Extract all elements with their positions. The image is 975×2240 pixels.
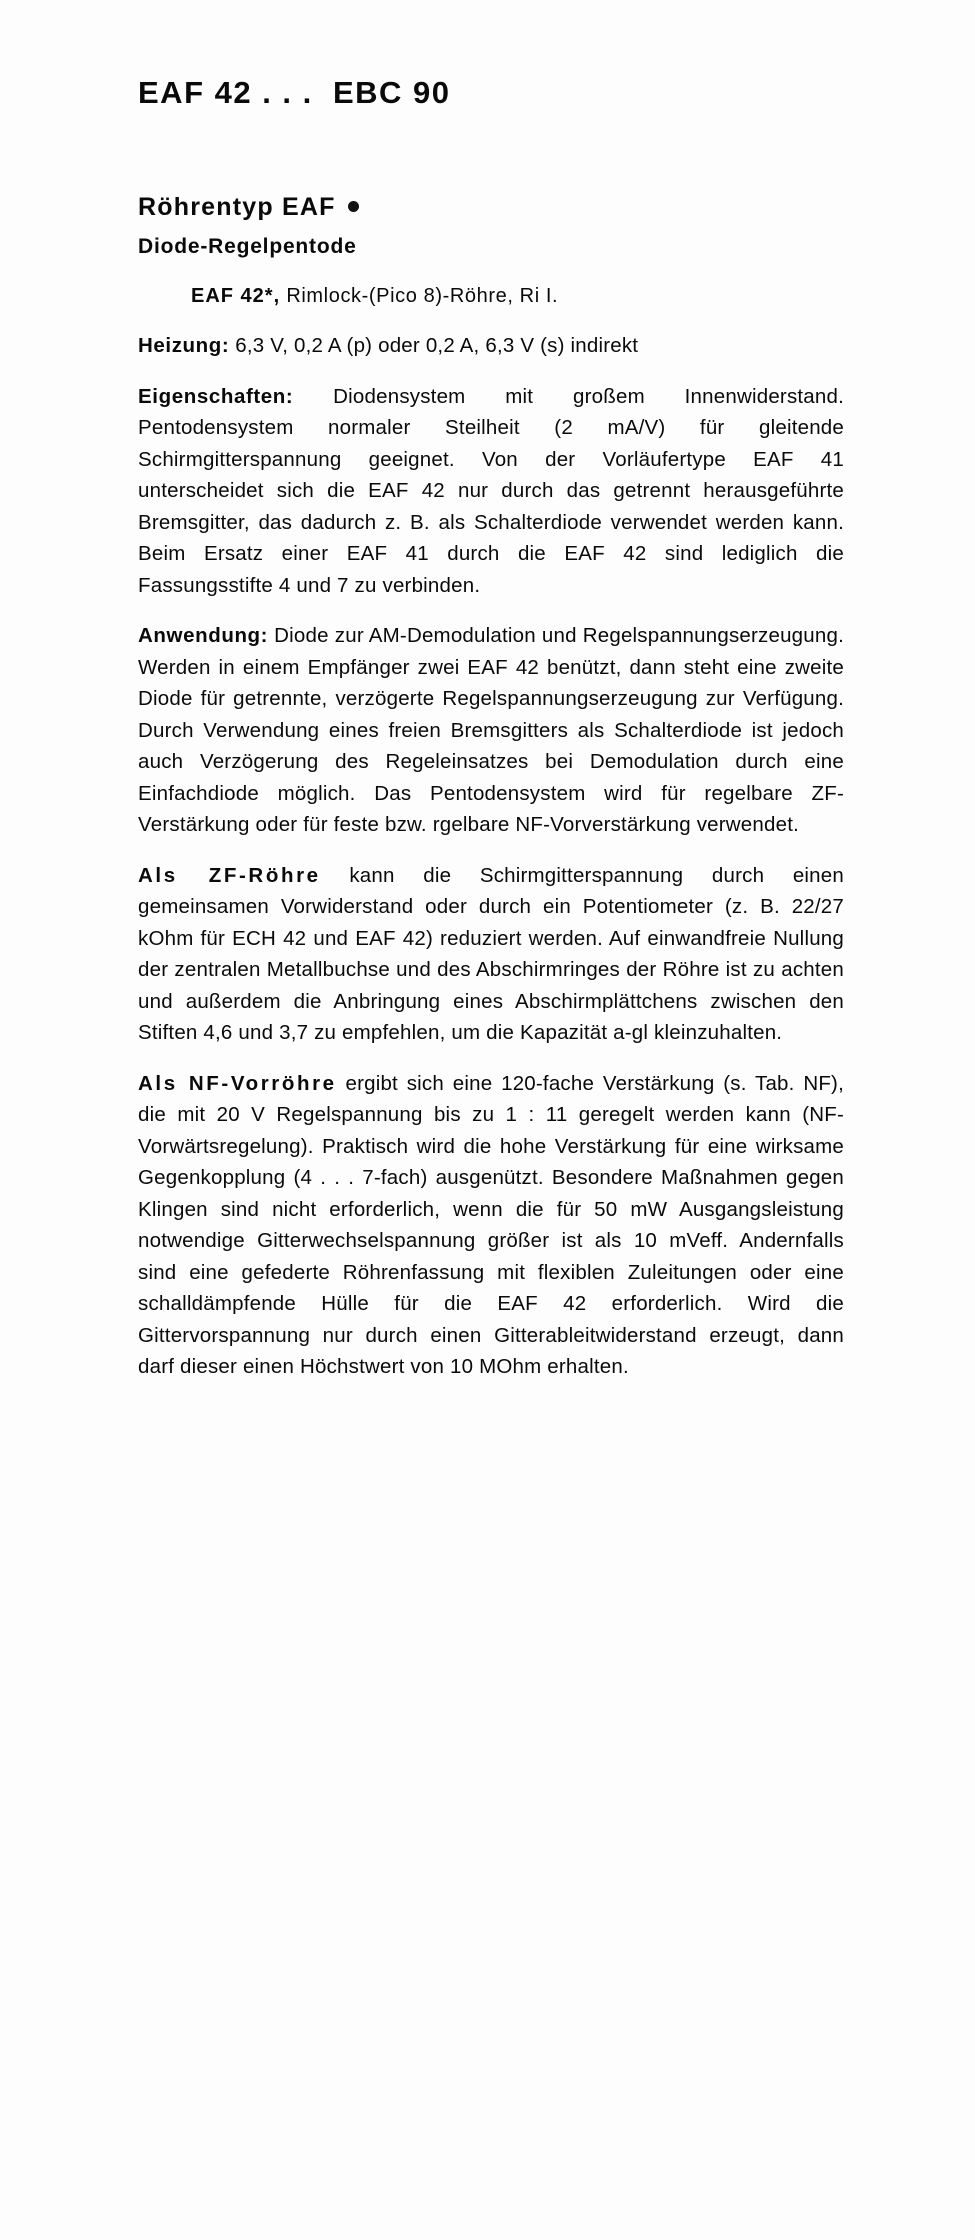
type-designation-rest: Rimlock-(Pico 8)-Röhre, Ri I. — [286, 285, 559, 307]
section-lead: Anwendung: — [138, 624, 269, 647]
section-lead: Eigenschaften: — [138, 384, 294, 408]
section-body: kann die Schirmgitterspannung durch einen gemeinsamen Vorwiderstand oder durch ein Potentiometer (z. B. 22/27 kOhm für ECH 42 und EAF 42) reduziert werden. Auf einwandfreie Nullung der zentralen Metallbuchse und des Abschirmringes der Röhre ist zu achten und außerdem die Anbringung eines Abschirmplättchens zwischen den Stiften 4,6 und 3,7 zu empfehlen, um die Kapazität a-gl kleinzuhalten. — [138, 863, 844, 1044]
section-lead: Als NF-Vorröhre — [138, 1071, 337, 1095]
section-eigenschaften — [138, 381, 844, 602]
section-zf-roehre — [138, 860, 844, 1049]
page-subtitle: Diode-Regelpentode — [138, 235, 357, 258]
section-anwendung — [138, 620, 844, 841]
section-body: ergibt sich eine 120-fache Verstärkung (s. Tab. NF), die mit 20 V Regelspannung bis zu 1 : 11 geregelt werden kann (NF-Vorwärtsregelung). Praktisch wird die hohe Verstärkung für eine wirksame Gegenkopplung (4 . . . 7-fach) ausgenützt. Besondere Maßnahmen gegen Klingen sind nicht erforderlich, wenn die für 50 mW Ausgangsleistung notwendige Gitterwechselspannung größer ist als 10 mVeff. Andernfalls sind eine gefederte Röhrenfassung mit flexiblen Zuleitungen oder eine schalldämpfende Hülle für die EAF 42 erforderlich. Wird die Gittervorspannung nur durch einen Gitterableitwiderstand erzeugt, dann darf dieser einen Höchstwert von 10 MOhm erhalten. — [138, 1071, 844, 1378]
running-head: EAF 42 . . . EBC 90 — [138, 75, 451, 110]
section-body: Diode zur AM-Demodulation und Regelspannungserzeugung. Werden in einem Empfänger zwei EAF 42 benützt, dann steht eine zweite Diode für getrennte, verzögerte Regelspannungserzeugung zur Verfügung. Durch Verwendung eines freien Bremsgitters als Schalterdiode ist jedoch auch Verzögerung des Regeleinsatzes bei Demodulation durch eine Einfachdiode möglich. Das Pentodensystem wird für regelbare ZF-Verstärkung oder für feste bzw. rgelbare NF-Vorverstärkung verwendet. — [138, 624, 844, 836]
paragraph — [138, 1068, 844, 1383]
section-body: Diodensystem mit großem Innenwiderstand. Pentodensystem normaler Steilheit (2 mA/V) für gleitende Schirmgitterspannung geeignet. Von der Vorläufertype EAF 41 unterscheidet sich die EAF 42 nur durch das getrennt herausgeführte Bremsgitter, das dadurch z. B. als Schalterdiode verwendet werden kann. Beim Ersatz einer EAF 41 durch die EAF 42 sind lediglich die Fassungsstifte 4 und 7 zu verbinden. — [138, 384, 844, 597]
type-designation-bold: EAF 42*, — [191, 285, 281, 307]
paragraph — [138, 330, 844, 362]
section-body: 6,3 V, 0,2 A (p) oder 0,2 A, 6,3 V (s) indirekt — [235, 334, 639, 357]
section-lead: Heizung: — [138, 334, 230, 357]
paragraph — [138, 381, 844, 602]
page-content-column — [138, 0, 844, 1383]
section-lead: Als ZF-Röhre — [138, 863, 321, 887]
bullet-icon — [348, 201, 359, 212]
section-nf-vorroehre — [138, 1068, 844, 1383]
paragraph — [138, 620, 844, 841]
page-title — [138, 193, 844, 222]
paragraph — [138, 860, 844, 1049]
section-heizung — [138, 330, 844, 362]
type-designation-line — [191, 285, 844, 308]
page-title-text: Röhrentyp EAF — [138, 193, 336, 221]
